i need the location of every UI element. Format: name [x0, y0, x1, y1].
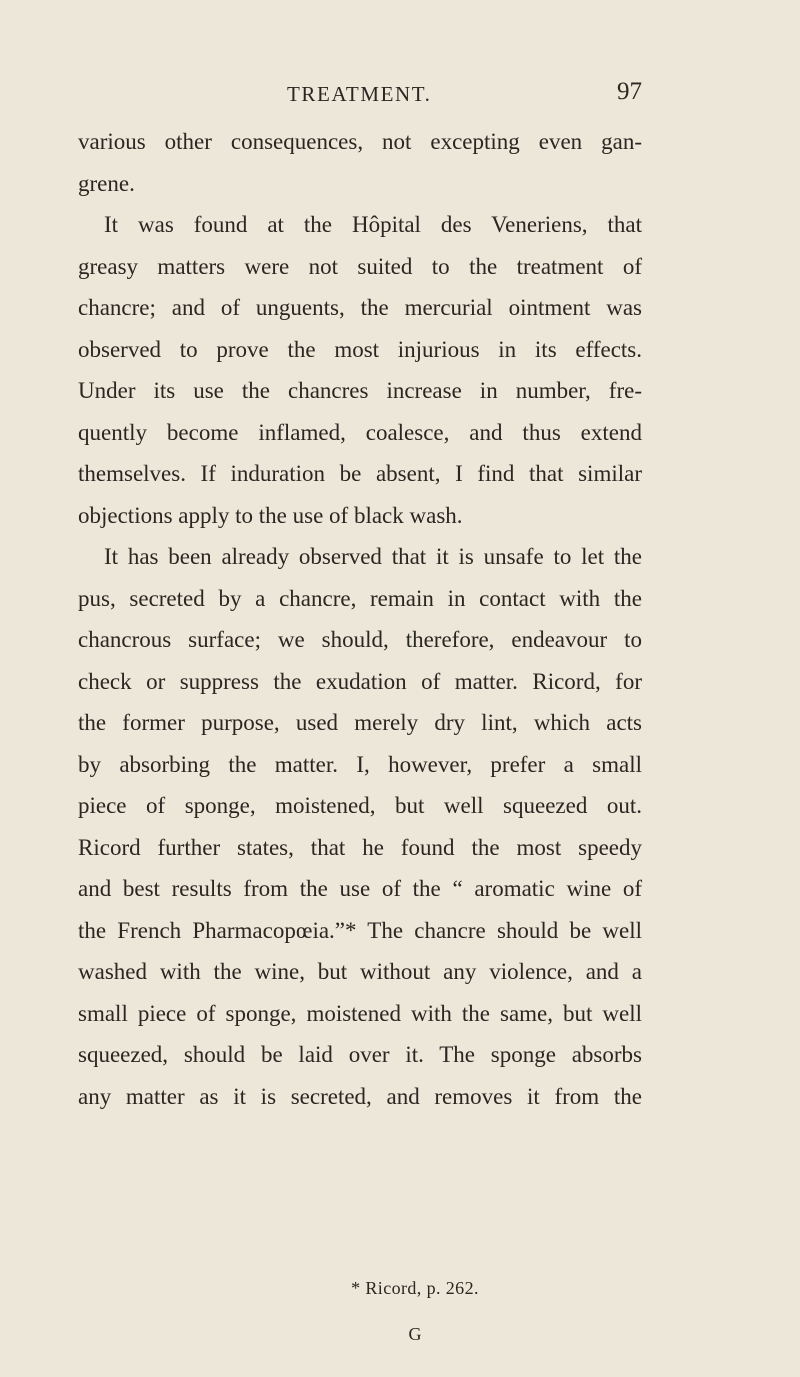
text-line: greasy matters were not suited to the treatment of — [78, 253, 642, 279]
text-line: washed with the wine, but without any violence, and a — [78, 959, 642, 984]
text-line: themselves. If induration be absent, I find that similar — [78, 461, 642, 486]
text-line: grene. — [78, 170, 135, 196]
text-line: piece of sponge, moistened, but well squeezed out. — [78, 793, 642, 818]
text-line: observed to prove the most injurious in its effects. — [78, 336, 642, 362]
body-text — [78, 121, 642, 1117]
text-line: Ricord further states, that he found the most speedy — [78, 834, 642, 860]
text-line: any matter as it is secreted, and removes it from the — [78, 1083, 642, 1109]
page-number: 97 — [617, 78, 642, 105]
text-line: the French Pharmacopœia.”* The chancre should be well — [78, 917, 642, 943]
text-line: Under its use the chancres increase in number, fre- — [78, 378, 642, 403]
running-title: TREATMENT. — [287, 82, 432, 106]
text-line: various other consequences, not excepting even gan- — [78, 129, 642, 154]
text-line: pus, secreted by a chancre, remain in contact with the — [78, 585, 642, 611]
text-line: by absorbing the matter. I, however, prefer a small — [78, 751, 642, 777]
text-line: small piece of sponge, moistened with the same, but well — [78, 1000, 642, 1026]
text-line: chancre; and of unguents, the mercurial ointment was — [78, 295, 642, 320]
text-line: chancrous surface; we should, therefore, endeavour to — [78, 627, 642, 652]
text-line: quently become inflamed, coalesce, and thus extend — [78, 419, 642, 445]
text-line: check or suppress the exudation of matter. Ricord, for — [78, 668, 642, 694]
paragraph-first-line: It was found at the Hôpital des Veneriens, that — [104, 212, 642, 237]
text-line: and best results from the use of the “ aromatic wine of — [78, 876, 642, 901]
text-line: squeezed, should be laid over it. The sponge absorbs — [78, 1042, 642, 1067]
text-line: the former purpose, used merely dry lint, which acts — [78, 710, 642, 735]
running-head — [0, 78, 800, 108]
paragraph-first-line: It has been already observed that it is unsafe to let the — [104, 544, 642, 569]
signature-mark: G — [408, 1324, 422, 1344]
text-line: objections apply to the use of black wash. — [78, 502, 463, 528]
footnote: * Ricord, p. 262. — [351, 1278, 479, 1298]
